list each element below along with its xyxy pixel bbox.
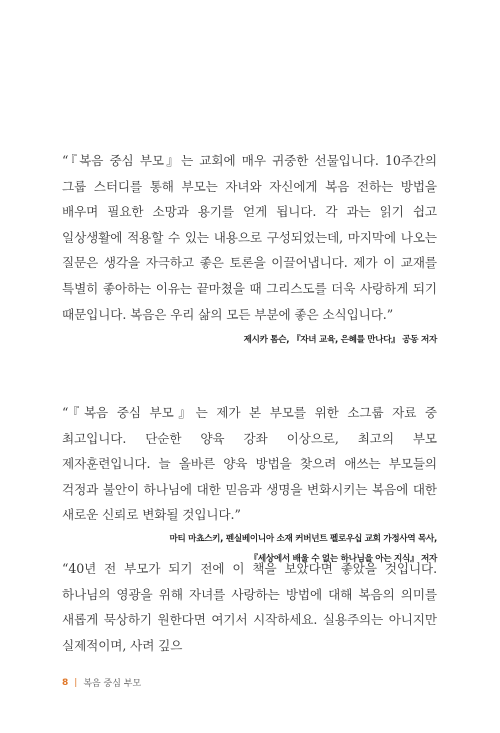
endorsement-text: “『복음 중심 부모』는 교회에 매우 귀중한 선물입니다. 10주간의 그룹 스터디를 통해 부모는 자녀와 자신에게 복음 전하는 방법을 배우며 필요한 소망과 용기를 얻게 됩니다. 각 과는 읽기 쉽고 일상생활에 적용할 수 있는 내용으로 구성되었는데, 마지막에 나오는 질문은 생각을 자극하고 좋은 토론을 이끌어냅니다. 제가 이 교재를 특별히 좋아하는 이유는 끝마쳤을 때 그리스도를 더욱 사랑하게 되기 때문입니다. 복음은 우리 삶의 모든 부분에 좋은 소식입니다.” bbox=[62, 153, 437, 322]
footer-separator: | bbox=[74, 677, 78, 688]
endorsement-attribution-line-1: 마티 마쵸스키, 펜실베이니아 소재 커버넌트 펠로우십 교회 가정사역 목사, bbox=[169, 533, 437, 544]
running-title: 복음 중심 부모 bbox=[83, 679, 142, 689]
page-number: 8 bbox=[62, 677, 69, 688]
endorsement-attribution-line-2: 『세상에서 배울 수 없는 하나님을 아는 지식』 저자 bbox=[249, 553, 437, 564]
endorsement-text: “40년 전 부모가 되기 전에 이 책을 보았다면 좋았을 것입니다. 하나님의 영광을 위해 자녀를 사랑하는 방법에 대해 복음의 의미를 새롭게 묵상하기 원한다면 여기서 시작하세요. 실용주의는 아니지만 실제적이며, 사려 깊으 bbox=[62, 561, 437, 653]
endorsement-3 bbox=[62, 556, 437, 658]
endorsement-text: “『복음 중심 부모』는 제가 본 부모를 위한 소그룹 자료 중 최고입니다. 단순한 양육 강좌 이상으로, 최고의 부모 제자훈련입니다. 늘 올바른 양육 방법을 찾으려 애쓰는 부모들의 걱정과 불안이 하나님에 대한 믿음과 생명을 변화시키는 복음에 대한 새로운 신뢰로 변화될 것입니다.” bbox=[62, 405, 437, 523]
endorsement-2 bbox=[62, 400, 437, 568]
endorsement-1 bbox=[62, 148, 437, 349]
page-footer bbox=[62, 676, 141, 689]
endorsement-attribution: 제시카 톰슨, 『자녀 교육, 은혜를 만나다』 공동 저자 bbox=[243, 335, 437, 346]
